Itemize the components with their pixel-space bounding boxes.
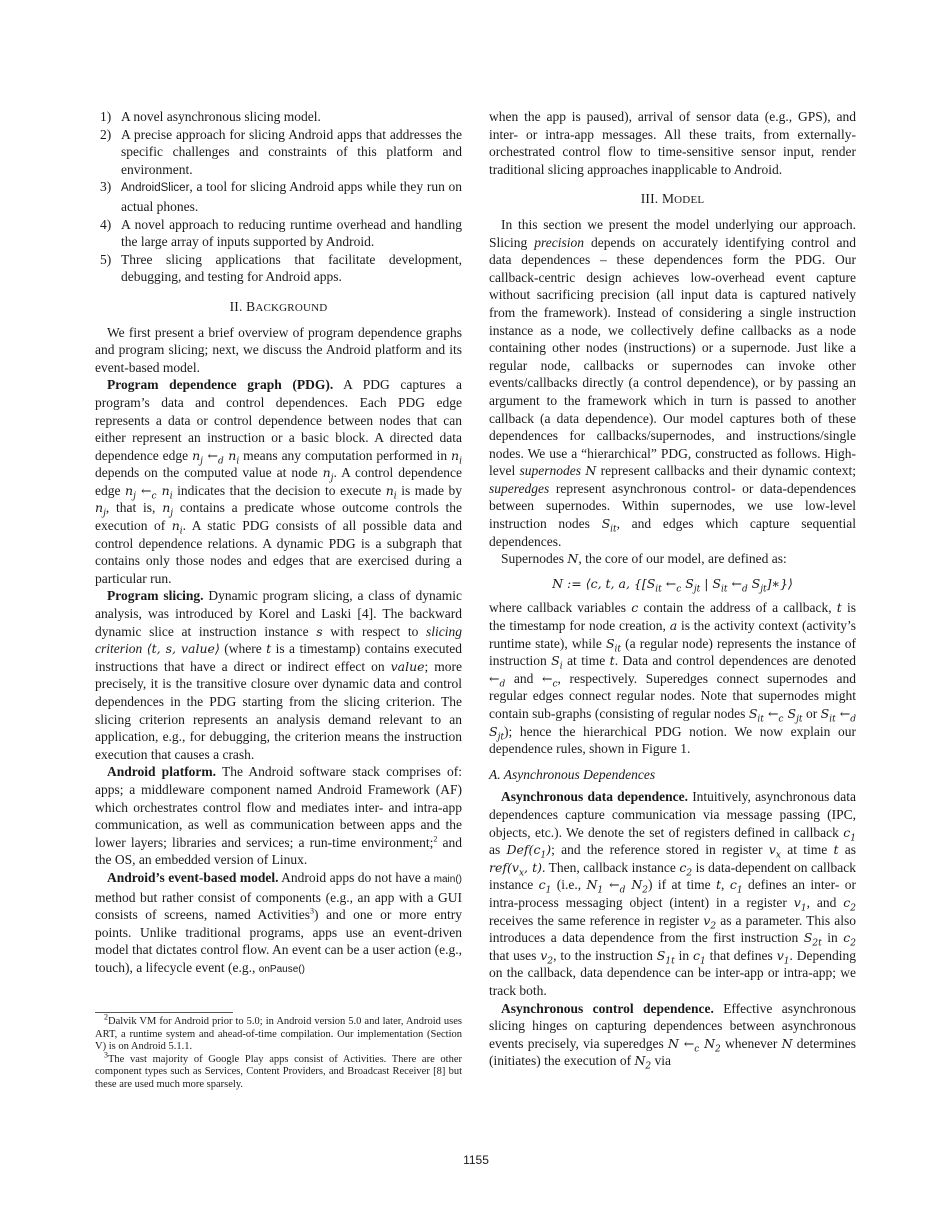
supernode-equation: N := ⟨c, t, a, {[$S_{it}$ $\leftarrow_c$ $S_{jt}$ | $S_{it}$ $\leftarrow_d$ $S_{jt}]∗\}⟩$ [552,575,793,595]
supernodes-paragraph: Supernodes N, the core of our model, are defined as: [501,551,787,567]
section-heading-model: III. MODEL [640,191,705,207]
footnote-rule [95,1012,233,1013]
right-column [489,108,856,1070]
footnote: $^3$The vast majority of Google Play apps consist of Activities. There are other component types such as Services, Content Providers, and Broadcast Receiver [8] but these are used much more sparsely. [95,1050,462,1090]
event-model-paragraph: Android’s event-based model. Android apps do not have a main() method but rather consist of components (e.g., an app with a GUI consists of screens, named Activities$^3$) and one or more entry points. Unlike traditional programs, apps use an event-driven model that dictates control flow. An event can be a user action (e.g., touch), a lifecycle event (e.g., onPause() [95,869,463,975]
background-intro: We first present a brief overview of program dependence graphs and program slicing; next, we discuss the Android platform and its event-based model. [95,324,462,375]
contribution-list [95,108,462,286]
footnotes [95,1012,462,1092]
section-heading-background: II. BACKGROUND [229,298,328,314]
model-paragraph: In this section we present the model underlying our approach. Slicing precision depends on accurately identifying control and data dependences – these dependences form the PDG. Our callback-centric design achieves low-overhead event capture without sacrificing precision (all input data is captured natively from the framework). Instead of considering a single instruction instance as a node, we collectively define callbacks as a node containing other nodes (instructions) or a supernode. Just like a regular node, callbacks or supernodes can invoke other events/callbacks directly (a control dependence), or by passing an argument to the framework which in turn is passed to another callback (a data dependence). Our model captures both of these dependences for callbacks/supernodes, and instructions/single nodes. We use a “hierarchical” PDG, constructed as follows. High-level supernodes N represent callbacks and their dynamic context; superedges represent asynchronous control- or data-dependences between supernodes. Within supernodes, we use low-level instruction nodes $S_{it}$, and edges which capture sequential dependences. [489,216,856,549]
continuation-paragraph: when the app is paused), arrival of sensor data (e.g., GPS), and inter- or intra-app messages. All these traits, from externally-orchestrated control flow to time-sensitive sensor input, render traditional slicing approaches inapplicable to Android. [489,109,856,177]
left-column [95,108,462,979]
page-number: 1155 [463,1153,489,1167]
footnote-mark: 3 [310,906,315,916]
list-item: 1) A novel asynchronous slicing model. [100,109,321,124]
async-control-paragraph: Asynchronous control dependence. Effective asynchronous slicing hinges on capturing dependences between asynchronous events precisely, via superedges N $\leftarrow_c$ $N_2$ whenever N determines (initiates) the execution of $N_2$ via [489,1000,856,1072]
pdg-paragraph: Program dependence graph (PDG). A PDG captures a program’s data and control dependences. Each PDG edge represents a data or control dependence between nodes that can either represent an instruction or a basic block. A directed data dependence edge $n_j$ $\leftarrow_d$ $n_i$ means any computation performed in $n_i$ depends on the computed value at node $n_j$. A control dependence edge $n_j$ $\leftarrow_c$ $n_i$ indicates that the decision to execute $n_i$ is made by $n_j$, that is, $n_j$ contains a predicate whose outcome controls the execution of $n_i$. A static PDG consists of all possible data and control dependence relations. A dynamic PDG is a subgraph that contains only those nodes and edges that are exercised during a particular run. [95,377,463,586]
async-data-paragraph: Asynchronous data dependence. Intuitively, asynchronous data dependences capture communication via message passing (IPC, objects, etc.). We denote the set of registers defined in callback $c_1$ as $Def(c_1)$; and the reference stored in register $v_x$ at time t as $ref(v_x$, t). Then, callback instance $c_2$ is data-dependent on callback instance $c_1$ (i.e., $N_1$ $\leftarrow_d$ $N_2$) if at time t, $c_1$ defines an inter- or intra-process messaging object (intent) in a register $v_1$, and $c_2$ receives the same reference in register $v_2$ as a parameter. This also introduces a data dependence from the first instruction $S_{2t}$ in $c_2$ that uses $v_2$, to the instruction $S_{1t}$ in $c_1$ that defines $v_1$. Depending on the callback, data dependence can be inter-app or intra-app; we track both. [489,789,857,998]
footnote-mark: 2 [433,834,438,844]
platform-paragraph: Android platform. The Android software stack comprises of: apps; a middleware component named Android Framework (AF) which orchestrates control flow and mediates inter- and intra-app communication, as well as communication between apps and the lower layers; libraries and services; a run-time environment;$^2$ and the OS, an embedded version of Linux. [95,764,463,868]
slicing-paragraph: Program slicing. Dynamic program slicing, a class of dynamic analysis, was introduced by Korel and Laski [4]. The backward dynamic slice at instruction instance s with respect to slicing criterion ⟨t, s, value⟩ (where t is a timestamp) contains executed instructions that have a direct or indirect effect on value; more precisely, it is the transitive closure over dynamic data and control dependences in the PDG starting from the slicing criterion. The slicing criterion represents an analysis demand relevant to an application, e.g., for debugging, the criterion means the instruction execution that causes a crash. [95,588,463,762]
subsection-heading: A. Asynchronous Dependences [489,766,656,782]
where-paragraph: where callback variables c contain the address of a callback, t is the timestamp for node creation, a is the activity context (activity’s runtime state), while $S_{it}$ (a regular node) represents the instance of instruction $S_i$ at time t. Data and control dependences are denoted $\leftarrow_d$ and $\leftarrow_c$, respectively. Superedges connect supernodes and regular edges connect regular nodes. Note that supernodes might contain sub-graphs (consisting of regular nodes $S_{it}$ $\leftarrow_c$ $S_{jt}$ or $S_{it}$ $\leftarrow_d$ $S_{jt}$); hence the hierarchical PDG notion. We now explain our dependence rules, shown in Figure 1. [489,600,857,757]
list-item: 4) A novel approach to reducing runtime overhead and handling the large array of inputs supported by Android. [100,216,462,250]
list-item: 3) AndroidSlicer, a tool for slicing Android apps while they run on actual phones. [100,179,462,214]
list-item: 2) A precise approach for slicing Android apps that addresses the specific challenges and constraints of this platform and environment. [100,126,462,177]
tool-name: AndroidSlicer [121,182,190,195]
list-item: 5) Three slicing applications that facilitate development, debugging, and testing for Android apps. [100,251,462,285]
footnote: $^2$Dalvik VM for Android prior to 5.0; in Android version 5.0 and later, Android uses ART, a runtime system and ahead-of-time compilation. Our implementation (Section V) is on Android 5.1.1. [95,1012,462,1053]
